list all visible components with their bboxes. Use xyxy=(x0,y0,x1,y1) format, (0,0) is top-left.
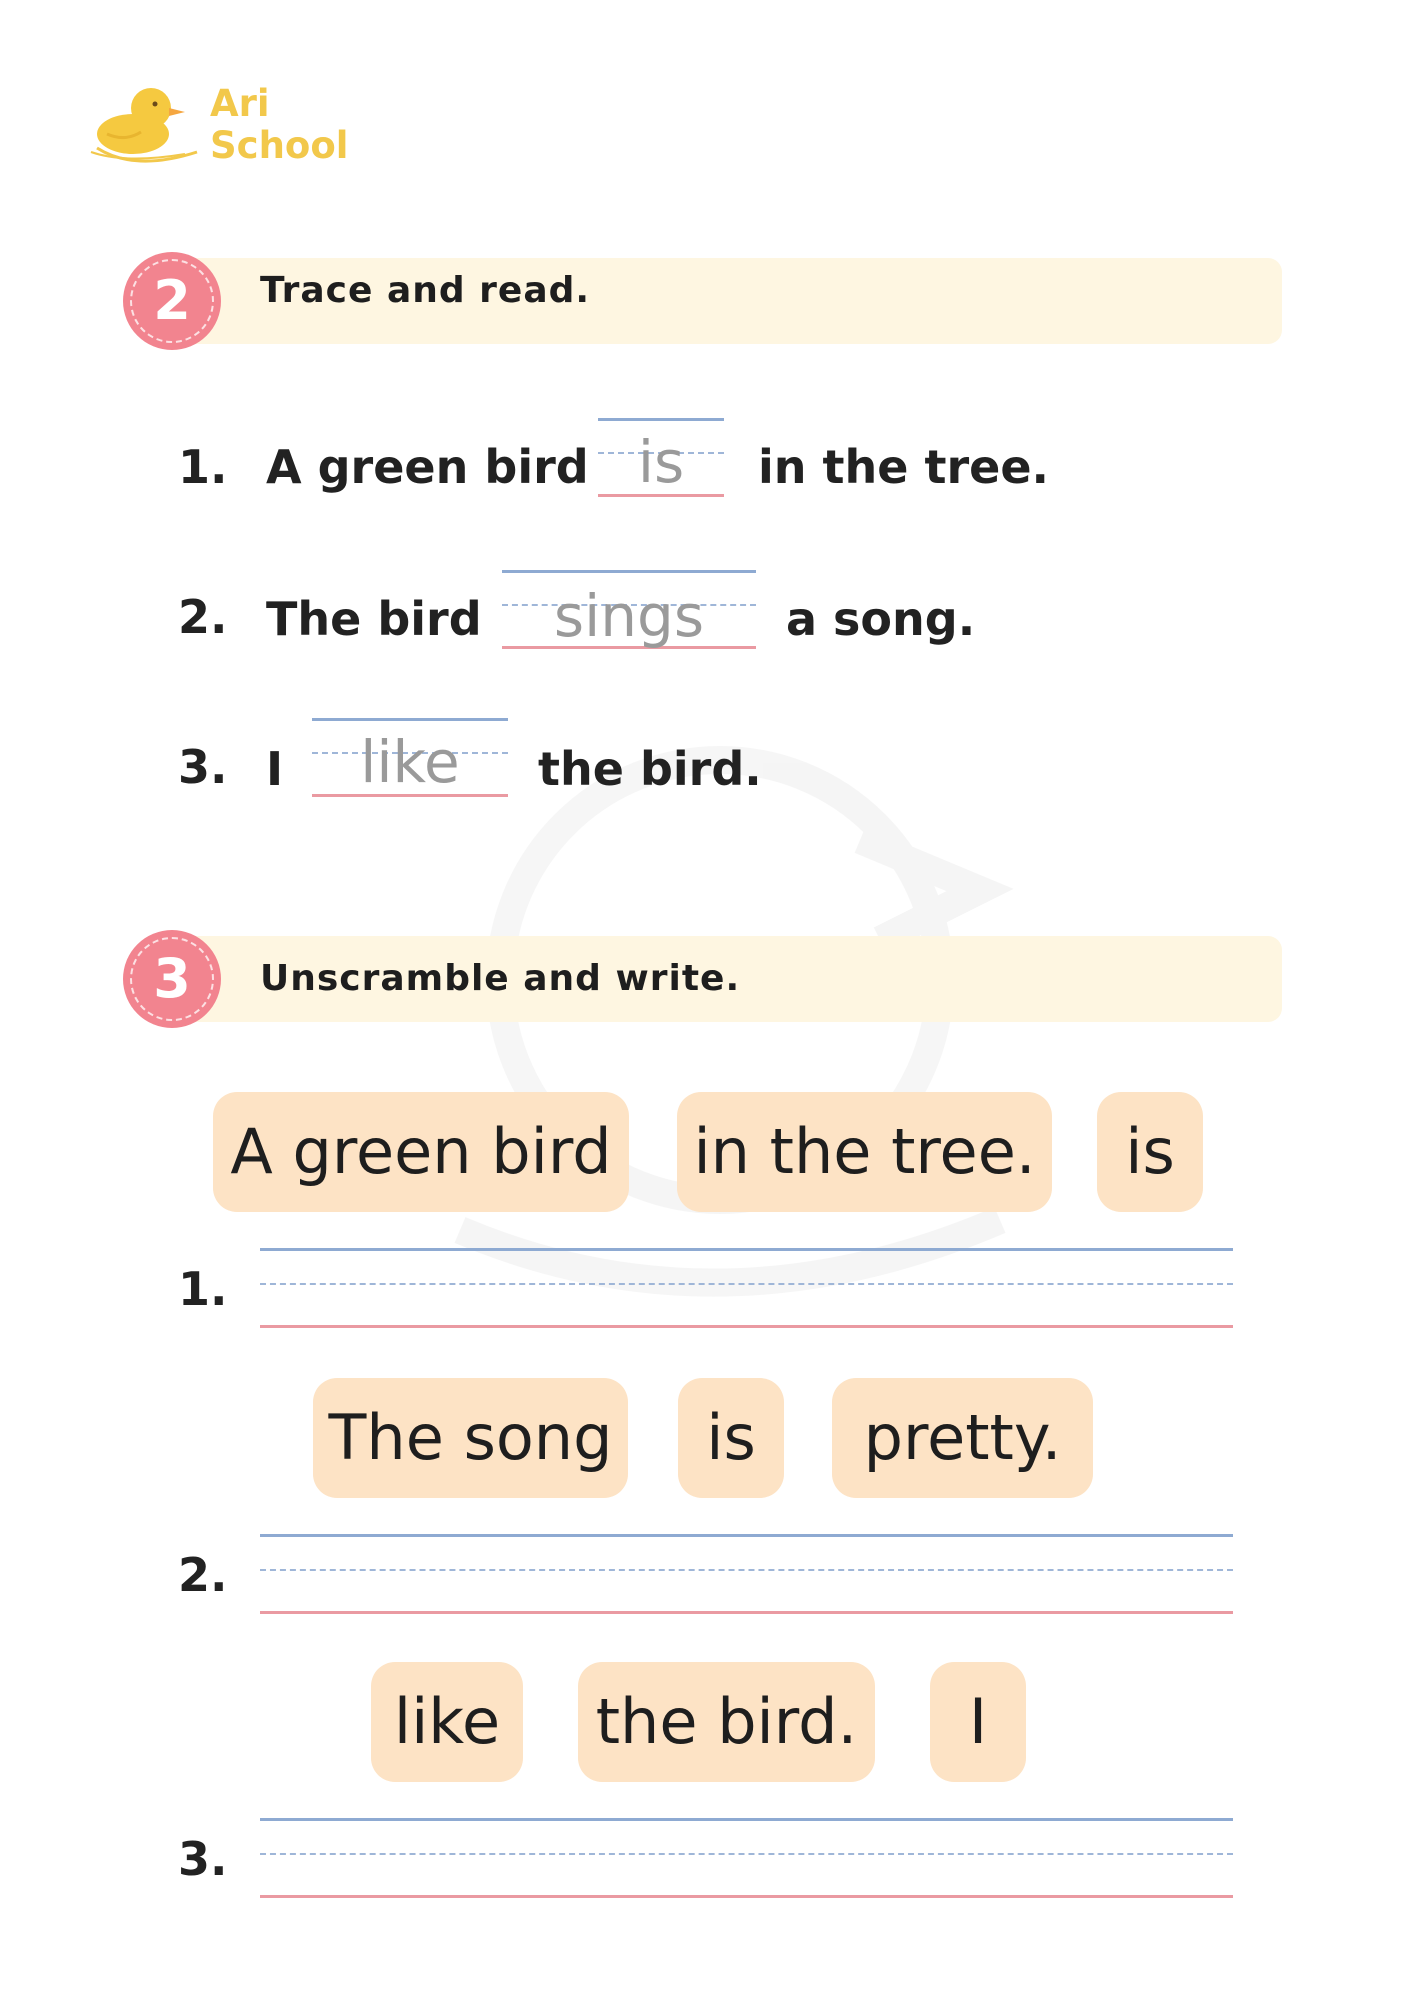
logo-text-school: School xyxy=(210,124,349,167)
trace-word: is xyxy=(637,428,685,496)
ari-school-logo xyxy=(85,78,375,178)
word-chip[interactable]: A green bird xyxy=(213,1092,629,1212)
item-number: 1. xyxy=(178,1262,228,1316)
item-number: 2. xyxy=(178,1548,228,1602)
word-chip[interactable]: is xyxy=(1097,1092,1203,1212)
sentence-start: I xyxy=(266,742,284,796)
section-3-number: 3 xyxy=(153,947,191,1010)
sentence-start: A green bird xyxy=(266,440,589,494)
word-chip[interactable]: like xyxy=(371,1662,523,1782)
duck-icon xyxy=(85,82,203,172)
sentence-end: in the tree. xyxy=(758,440,1050,494)
word-chip[interactable]: the bird. xyxy=(578,1662,875,1782)
section-3-badge xyxy=(123,930,221,1028)
section-2-number: 2 xyxy=(153,269,191,332)
word-chip[interactable]: The song xyxy=(313,1378,628,1498)
sentence-end: the bird. xyxy=(538,742,762,796)
section-2-badge xyxy=(123,252,221,350)
trace-word-box[interactable] xyxy=(598,418,724,498)
trace-word-box[interactable] xyxy=(312,718,508,798)
trace-word: sings xyxy=(553,582,705,650)
item-number: 3. xyxy=(178,740,228,794)
item-number: 2. xyxy=(178,590,228,644)
item-number: 3. xyxy=(178,1832,228,1886)
writing-lines[interactable] xyxy=(260,1818,1233,1900)
item-number: 1. xyxy=(178,440,228,494)
word-chip[interactable]: is xyxy=(678,1378,784,1498)
section-2-title: Trace and read. xyxy=(260,270,591,311)
writing-lines[interactable] xyxy=(260,1534,1233,1616)
word-chip[interactable]: I xyxy=(930,1662,1026,1782)
logo-text-ari: Ari xyxy=(210,82,270,125)
sentence-end: a song. xyxy=(786,592,976,646)
trace-word-box[interactable] xyxy=(502,570,756,650)
writing-lines[interactable] xyxy=(260,1248,1233,1330)
trace-word: like xyxy=(360,728,460,796)
word-chip[interactable]: in the tree. xyxy=(677,1092,1052,1212)
section-3-title: Unscramble and write. xyxy=(260,958,741,999)
sentence-start: The bird xyxy=(266,592,482,646)
word-chip[interactable]: pretty. xyxy=(832,1378,1093,1498)
